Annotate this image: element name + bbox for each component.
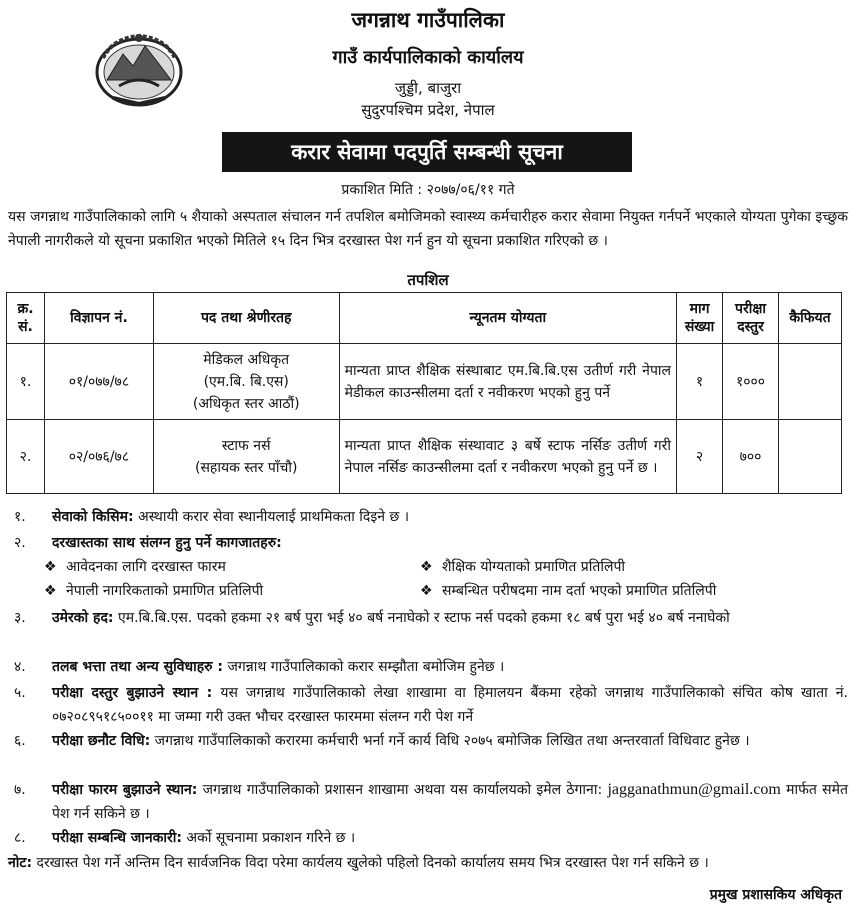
section-text: अर्को सूचनामा प्रकाशन गरिने छ । bbox=[181, 830, 356, 846]
cell-fee: ७०० bbox=[723, 420, 779, 494]
section-number: ८. bbox=[14, 830, 26, 846]
section-text: जगन्नाथ गाउँपालिकाको करारमा कर्मचारी भर्ना गर्ने कार्य विधि २०७५ बमोजिक लिखित तथा अन्तरवार्ता विधिवाट हुनेछ । bbox=[150, 733, 750, 749]
section-label: तलब भत्ता तथा अन्य सुविधाहरु : bbox=[52, 659, 223, 675]
section-number: ७. bbox=[14, 782, 26, 798]
cell-qualification: मान्यता प्राप्त शैक्षिक संस्थाबाट एम.बि.बि.एस उतीर्ण गरी नेपाल मेडीकल काउन्सीलमा दर्ता र नवीकरण भएको हुनु पर्ने bbox=[339, 344, 676, 420]
post-sub: (एम.बि. बि.एस) bbox=[203, 373, 289, 390]
section-label: दरखास्तका साथ संलग्न हुनु पर्ने कागजातहरु: bbox=[52, 535, 282, 551]
email-address[interactable]: jagganathmun@gmail.com bbox=[607, 781, 781, 798]
diamond-bullet-icon: ❖ bbox=[44, 559, 57, 575]
post-level: (सहायक स्तर पाँचौ) bbox=[195, 459, 298, 476]
section-text: जगन्नाथ गाउँपालिकाको करार सम्झौता बमोजिम हुनेछ । bbox=[223, 659, 505, 675]
office-name: गाउँ कार्यपालिकाको कार्यालय bbox=[332, 47, 524, 68]
section-label: परीक्षा सम्बन्धि जानकारी: bbox=[52, 830, 182, 846]
section-number: २. bbox=[14, 535, 26, 551]
section-8 bbox=[8, 826, 848, 850]
section-number: ३. bbox=[14, 610, 26, 626]
diamond-bullet-icon: ❖ bbox=[420, 559, 433, 575]
cell-adv: ०१/०७७/७८ bbox=[44, 344, 153, 420]
col-header-adv: विज्ञापन नं. bbox=[44, 293, 153, 344]
section-6 bbox=[8, 729, 848, 753]
cell-adv: ०२/०७६/७८ bbox=[44, 420, 153, 494]
col-header-count: माग संख्या bbox=[677, 293, 723, 344]
section-text: एम.बि.बि.एस. पदको हकमा २१ बर्ष पुरा भई ४० बर्ष ननाघेको र स्टाफ नर्स पदको हकमा १८ बर्ष पुरा भई ४० बर्ष ननाघेको bbox=[113, 610, 730, 626]
col-header-qualification: न्यूनतम योग्यता bbox=[339, 293, 676, 344]
post-name: स्टाफ नर्स bbox=[221, 437, 271, 454]
col-header-remark: कैफियत bbox=[778, 293, 841, 344]
table-header-row bbox=[7, 293, 842, 344]
cell-count: १ bbox=[677, 344, 723, 420]
cell-post bbox=[153, 420, 339, 494]
section-2 bbox=[8, 531, 848, 555]
section-number: १. bbox=[14, 509, 26, 525]
list-item: ❖ आवेदनका लागि दरखास्त फारम bbox=[44, 556, 226, 578]
note bbox=[8, 851, 848, 875]
section-1 bbox=[8, 505, 848, 529]
list-item: ❖ सम्बन्धित परीषदमा नाम दर्ता भएको प्रमाणित प्रतिलिपी bbox=[420, 580, 716, 602]
section-text: अस्थायी करार सेवा स्थानीयलाई प्राथमिकता दिइने छ । bbox=[133, 509, 410, 525]
col-header-sn: क्र. सं. bbox=[7, 293, 45, 344]
section-label: सेवाको किसिम: bbox=[52, 509, 134, 525]
section-label: उमेरको हद: bbox=[52, 610, 114, 626]
office-location: जुड्डी, बाजुरा bbox=[394, 79, 462, 97]
org-name: जगन्नाथ गाउँपालिका bbox=[351, 8, 505, 32]
schedule-heading: तपशिल bbox=[407, 271, 449, 289]
cell-remark bbox=[778, 344, 841, 420]
office-province: सुदुरपश्चिम प्रदेश, नेपाल bbox=[361, 101, 495, 119]
list-item: ❖ शैक्षिक योग्यताको प्रमाणित प्रतिलिपी bbox=[420, 556, 625, 578]
cell-post bbox=[153, 344, 339, 420]
cell-sn: २. bbox=[7, 420, 45, 494]
section-5 bbox=[8, 681, 848, 729]
signature: प्रमुख प्रशासकिय अधिकृत bbox=[709, 887, 842, 903]
cell-qualification: मान्यता प्राप्त शैक्षिक संस्थावाट ३ बर्षे स्टाफ नर्सिङ उतीर्ण गरी नेपाल नर्सिङ काउन्सीलमा दर्ता र नवीकरण भएको हुनु पर्ने छ । bbox=[339, 420, 676, 494]
intro-paragraph: यस जगन्नाथ गाउँपालिकाको लागि ५ शैयाको अस्पताल संचालन गर्न तपशिल बमोजिमको स्वास्थ्य कर्मचारीहरु करार सेवामा नियुक्त गर्नपर्ने भएकाले योग्यता पुगेका इच्छुक नेपाली नागरीकले यो सूचना प्रकाशित भएको मितिले १५ दिन भित्र दरखास्त पेश गर्न हुन यो सूचना प्रकाशित गरिएको छ । bbox=[8, 209, 848, 249]
note-text: दरखास्त पेश गर्ने अन्तिम दिन सार्वजनिक विदा परेमा कार्यलय खुलेको पहिलो दिनको कार्यालय समय भित्र दरखास्त पेश गर्न सकिने छ । bbox=[32, 855, 709, 871]
cell-remark bbox=[778, 420, 841, 494]
section-text: यस जगन्नाथ गाउँपालिकाको लेखा शाखामा वा हिमालयन बैंकमा रहेको जगन्नाथ गाउँपालिकाको संचित कोष खाता नं. ०७२०८९५१८५००११ मा जम्मा गरी उक्त भौचर दरखास्त फारममा संलग्न गरी पेश गर्ने bbox=[52, 685, 848, 725]
diamond-bullet-icon: ❖ bbox=[44, 583, 57, 599]
section-label: परीक्षा दस्तुर बुझाउने स्थान : bbox=[52, 685, 213, 701]
post-name: मेडिकल अधिकृत bbox=[203, 351, 290, 368]
section-number: ४. bbox=[14, 659, 26, 675]
notice-title: करार सेवामा पदपुर्ति सम्बन्धी सूचना bbox=[222, 132, 632, 172]
col-header-post: पद तथा श्रेणीरतह bbox=[153, 293, 339, 344]
note-label: नोट: bbox=[8, 855, 33, 871]
section-4 bbox=[8, 655, 848, 679]
section-number: ६. bbox=[14, 733, 26, 749]
cell-count: २ bbox=[677, 420, 723, 494]
section-label: परीक्षा फारम बुझाउने स्थान: bbox=[52, 782, 198, 798]
section-text: जगन्नाथ गाउँपालिकाको प्रशासन शाखामा अथवा यस कार्यालयको इमेल ठेगाना: bbox=[197, 782, 603, 798]
section-label: परीक्षा छनौट विधि: bbox=[52, 733, 151, 749]
table-row bbox=[7, 420, 842, 494]
diamond-bullet-icon: ❖ bbox=[420, 583, 433, 599]
published-date: प्रकाशित मिति : २०७७/०६/११ गते bbox=[341, 182, 515, 198]
section-3 bbox=[8, 606, 848, 630]
section-text-2: मार्फत समेत पेश गर्न सकिने छ । bbox=[52, 782, 848, 822]
post-level: (अधिकृत स्तर आठौं) bbox=[192, 395, 300, 412]
vacancy-table bbox=[6, 292, 842, 494]
section-7 bbox=[8, 778, 848, 826]
cell-sn: १. bbox=[7, 344, 45, 420]
col-header-fee: परीक्षा दस्तुर bbox=[723, 293, 779, 344]
list-item: ❖ नेपाली नागरिकताको प्रमाणित प्रतिलिपी bbox=[44, 580, 263, 602]
cell-fee: १००० bbox=[723, 344, 779, 420]
section-number: ५. bbox=[14, 685, 26, 701]
table-row bbox=[7, 344, 842, 420]
